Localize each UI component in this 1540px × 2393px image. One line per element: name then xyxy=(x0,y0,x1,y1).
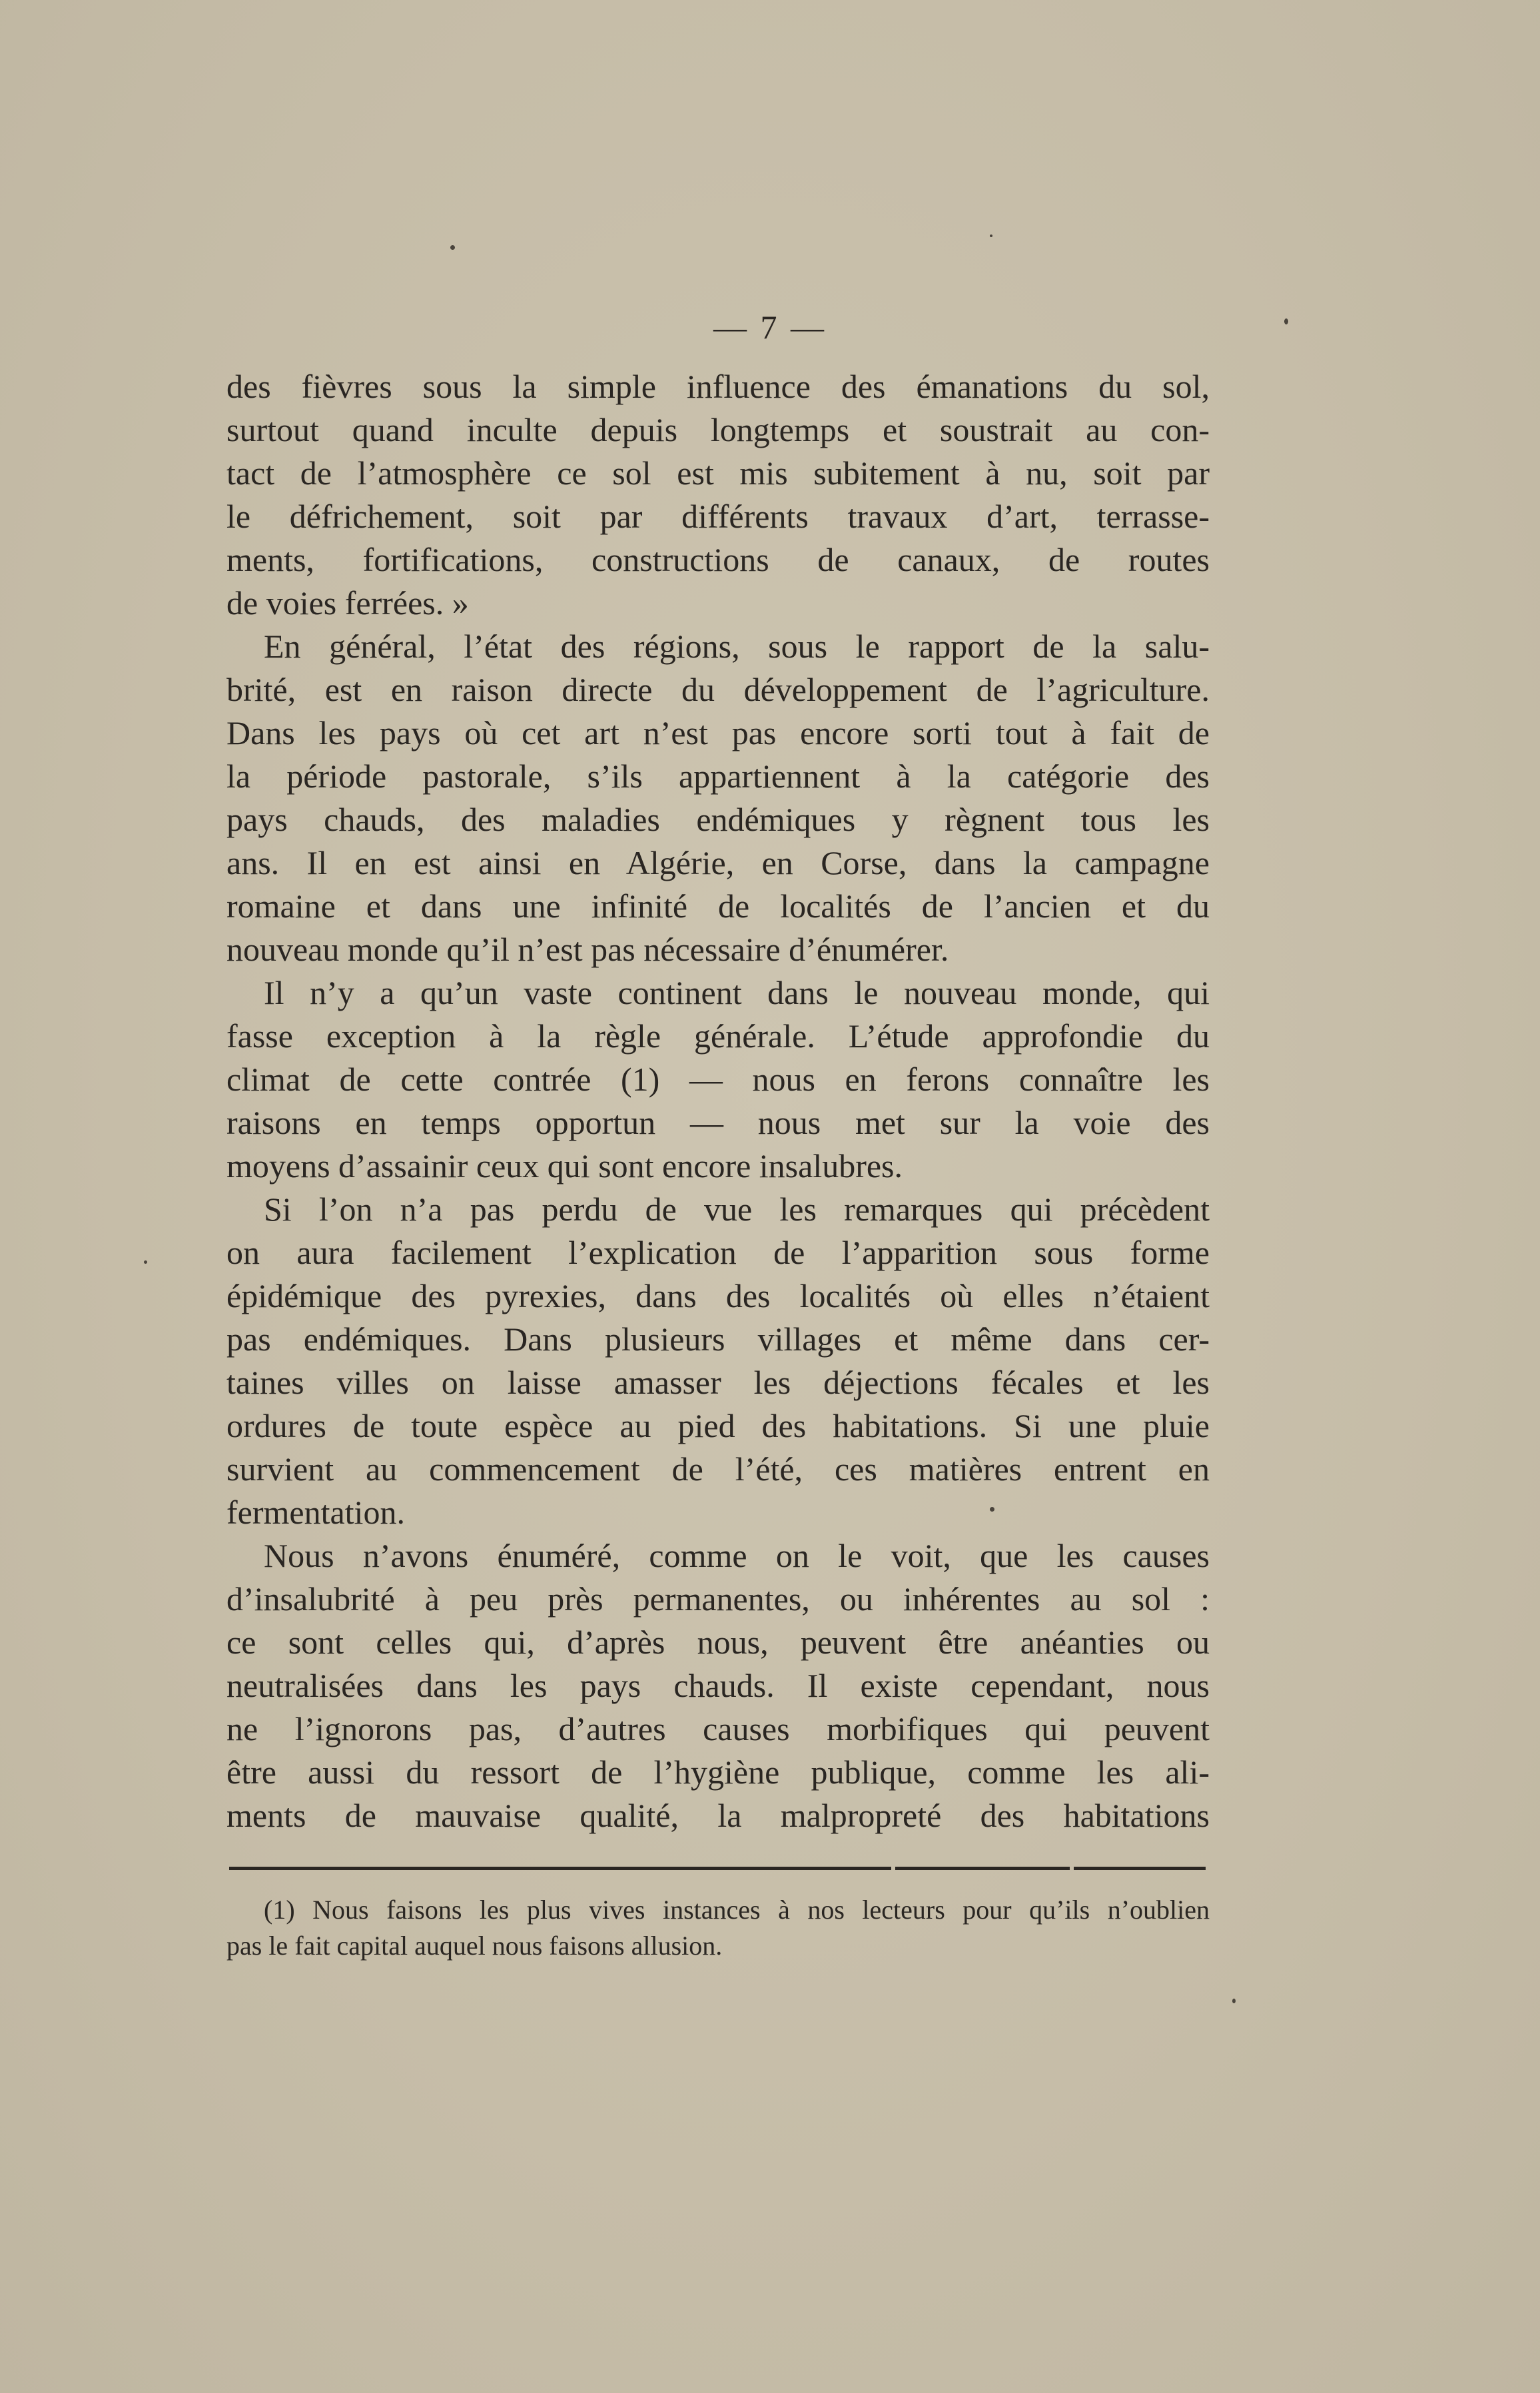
ink-speck xyxy=(990,1507,994,1512)
rule-break xyxy=(1070,1867,1074,1870)
text-line: Il n’y a qu’un vaste continent dans le nouveau monde, qui xyxy=(264,974,1210,1011)
text-line: de voies ferrées. » xyxy=(226,584,469,622)
text-line: ce sont celles qui, d’après nous, peuvent être anéanties ou xyxy=(226,1624,1210,1661)
ink-speck xyxy=(1284,318,1288,324)
text-line: fermentation. xyxy=(226,1494,405,1531)
text-line: pas le fait capital auquel nous faisons allusion. xyxy=(226,1931,723,1961)
text-line: En général, l’état des régions, sous le rapport de la salu- xyxy=(264,628,1210,665)
ink-speck xyxy=(990,235,992,237)
text-line: épidémique des pyrexies, dans des localités où elles n’étaient xyxy=(226,1277,1210,1314)
ink-speck xyxy=(450,245,455,250)
text-line: brité, est en raison directe du développement de l’agriculture. xyxy=(226,671,1210,708)
text-line: Dans les pays où cet art n’est pas encore sorti tout à fait de xyxy=(226,714,1210,751)
text-line: pas endémiques. Dans plusieurs villages et même dans cer- xyxy=(226,1320,1210,1358)
text-line: nouveau monde qu’il n’est pas nécessaire d’énumérer. xyxy=(226,931,949,968)
text-line: neutralisées dans les pays chauds. Il existe cependant, nous xyxy=(226,1667,1210,1704)
footnote xyxy=(226,1892,1210,1964)
text-line: surtout quand inculte depuis longtemps et soustrait au con- xyxy=(226,411,1210,448)
text-line: ans. Il en est ainsi en Algérie, en Corse, dans la campagne xyxy=(226,844,1210,881)
text-line: pays chauds, des maladies endémiques y règnent tous les xyxy=(226,801,1210,838)
footnote-separator-rule xyxy=(229,1867,1206,1870)
ink-speck xyxy=(1232,1999,1236,2003)
text-line: ments, fortifications, constructions de canaux, de routes xyxy=(226,541,1210,578)
body-text xyxy=(226,365,1210,1837)
text-line: on aura facilement l’explication de l’apparition sous forme xyxy=(226,1234,1210,1271)
text-line: (1) Nous faisons les plus vives instances à nos lecteurs pour qu’ils n’oublien xyxy=(264,1895,1210,1925)
text-line: fasse exception à la règle générale. L’étude approfondie du xyxy=(226,1017,1210,1055)
text-line: ne l’ignorons pas, d’autres causes morbifiques qui peuvent xyxy=(226,1710,1210,1747)
text-line: raisons en temps opportun — nous met sur la voie des xyxy=(226,1104,1210,1141)
page-number: — 7 — xyxy=(713,308,827,346)
rule-break xyxy=(891,1867,895,1870)
text-line: Nous n’avons énuméré, comme on le voit, que les causes xyxy=(264,1537,1210,1574)
text-line: des fièvres sous la simple influence des émanations du sol, xyxy=(226,368,1210,405)
text-line: moyens d’assainir ceux qui sont encore insalubres. xyxy=(226,1147,903,1185)
text-line: taines villes on laisse amasser les déjections fécales et les xyxy=(226,1364,1210,1401)
ink-speck xyxy=(144,1260,147,1264)
text-line: être aussi du ressort de l’hygiène publique, comme les ali- xyxy=(226,1753,1210,1791)
text-line: d’insalubrité à peu près permanentes, ou inhérentes au sol : xyxy=(226,1580,1210,1618)
text-line: survient au commencement de l’été, ces matières entrent en xyxy=(226,1450,1210,1488)
text-line: ments de mauvaise qualité, la malpropreté des habitations xyxy=(226,1797,1210,1834)
text-line: Si l’on n’a pas perdu de vue les remarques qui précèdent xyxy=(264,1191,1210,1228)
text-line: tact de l’atmosphère ce sol est mis subitement à nu, soit par xyxy=(226,454,1210,492)
text-line: romaine et dans une infinité de localités de l’ancien et du xyxy=(226,887,1210,925)
text-line: ordures de toute espèce au pied des habitations. Si une pluie xyxy=(226,1407,1210,1444)
text-line: le défrichement, soit par différents travaux d’art, terrasse- xyxy=(226,498,1210,535)
text-line: climat de cette contrée (1) — nous en ferons connaître les xyxy=(226,1061,1210,1098)
text-line: la période pastorale, s’ils appartiennent à la catégorie des xyxy=(226,757,1210,795)
